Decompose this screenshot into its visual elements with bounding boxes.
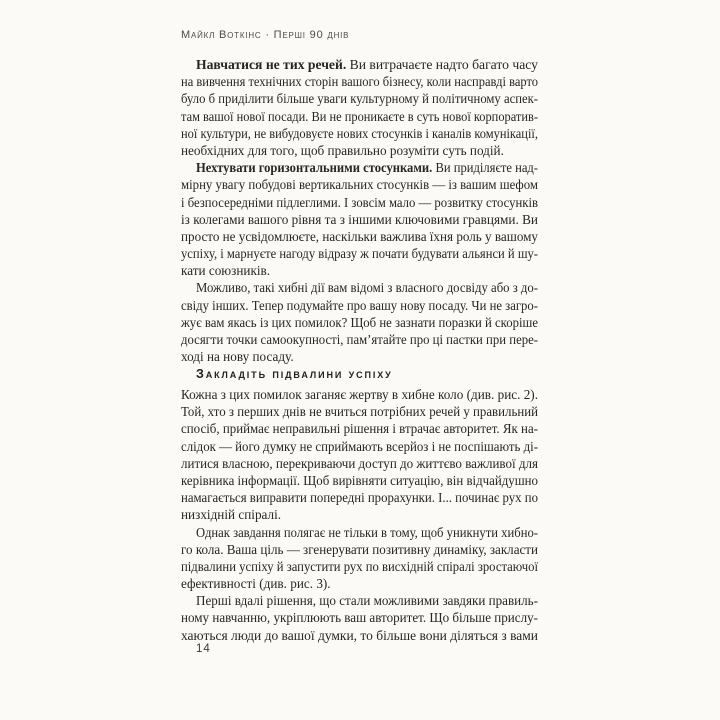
text-line: Навчатися не тих речей. Ви витрачаєте надто багато часу bbox=[196, 57, 538, 72]
text-line: спосіб, приймає неправильні рішення і втрачає авторитет. Як на- bbox=[181, 421, 538, 437]
text-line: Той, хто з перших днів не вчиться потрібних речей у правильний bbox=[181, 404, 538, 420]
text-line: Однак завдання полягає не тільки в тому, щоб уникнути хибно- bbox=[196, 524, 538, 540]
text-line: успіху, і марнуєте нагоду відразу ж почати будувати альянси й шу- bbox=[181, 246, 538, 262]
paragraph bbox=[181, 159, 538, 279]
paragraph bbox=[181, 279, 538, 365]
text-line: Можливо, такі хибні дії вам відомі з власного досвіду або з до- bbox=[196, 280, 538, 296]
text-line: го кола. Ваша ціль — згенерувати позитивну динаміку, закласти bbox=[181, 541, 538, 557]
text-line: слідок — його думку не сприймають всерйоз і не поспішають ді- bbox=[181, 438, 538, 454]
paragraph bbox=[181, 524, 538, 593]
running-header: Майкл Воткінс · Перші 90 днів bbox=[181, 29, 350, 41]
text-line: хаються люди до вашої думки, то більше вони діляться з вами bbox=[181, 627, 538, 643]
text-line: мірну увагу побудові вертикальних стосунків — із вашим шефом bbox=[181, 177, 538, 193]
text-line: і безпосередніми підлеглими. І зовсім мало — розвитку стосунків bbox=[181, 194, 538, 210]
text-line: із колегами вашого рівня та з іншими ключовими гравцями. Ви bbox=[181, 211, 538, 227]
text-line: необхідних для того, щоб правильно розуміти суть подій. bbox=[181, 142, 504, 158]
paragraph bbox=[181, 592, 538, 644]
section-heading: Закладіть підвалини успіху bbox=[196, 367, 393, 381]
text-line: ефективності (див. рис. 3). bbox=[181, 576, 331, 592]
text-block-upper bbox=[181, 56, 538, 365]
text-line: на вивчення технічних сторін вашого бізнесу, коли насправді варто bbox=[181, 74, 538, 90]
paragraph bbox=[181, 56, 538, 159]
text-block-lower bbox=[181, 386, 538, 644]
text-line: Нехтувати горизонтальними стосунками. Ви приділяєте над- bbox=[196, 160, 538, 176]
text-line: свіду інших. Тепер подумайте про вашу нову посаду. Чи не загро- bbox=[181, 297, 538, 313]
text-line: низхідній спіралі. bbox=[181, 507, 282, 523]
page-number: 14 bbox=[196, 643, 211, 655]
text-line: досягти точки самоокупності, пам’ятайте про ці пастки при пере- bbox=[181, 332, 538, 347]
paragraph bbox=[181, 386, 538, 524]
text-line: Перші вдалі рішення, що стали можливими завдяки правиль- bbox=[196, 593, 538, 609]
text-line: підвалини успіху й запустити рух по висхідній спіралі зростаючої bbox=[181, 558, 538, 574]
text-line: керівника інформації. Щоб вирівняти ситуацію, він відчайдушно bbox=[181, 472, 538, 488]
text-line: було б приділити більше уваги культурному й політичному аспек- bbox=[181, 91, 538, 107]
text-line: кати союзників. bbox=[181, 263, 271, 279]
text-line: намагається виправити попередні прорахунки. І... починає рух по bbox=[181, 490, 538, 506]
text-line: просто не усвідомлюєте, наскільки важлива їхня роль у вашому bbox=[181, 228, 538, 244]
text-line: ної культури, не вибудовуєте нових стосунків і каналів комунікації, bbox=[181, 125, 538, 141]
text-line: там вашої нової посади. Ви не проникаєте в суть нової корпоратив- bbox=[181, 108, 538, 124]
text-line: Кожна з цих помилок заганяє жертву в хибне коло (див. рис. 2). bbox=[181, 387, 538, 402]
text-line: литися власною, перекриваючи доступ до життєво важливої для bbox=[181, 455, 538, 471]
text-line: ному навчанню, укріплюють ваш авторитет. Що більше прислу- bbox=[181, 610, 538, 626]
text-line: жує вам якась із цих помилок? Щоб не зазнати поразки й скоріше bbox=[181, 314, 538, 330]
text-line: ході на нову посаду. bbox=[181, 349, 294, 365]
